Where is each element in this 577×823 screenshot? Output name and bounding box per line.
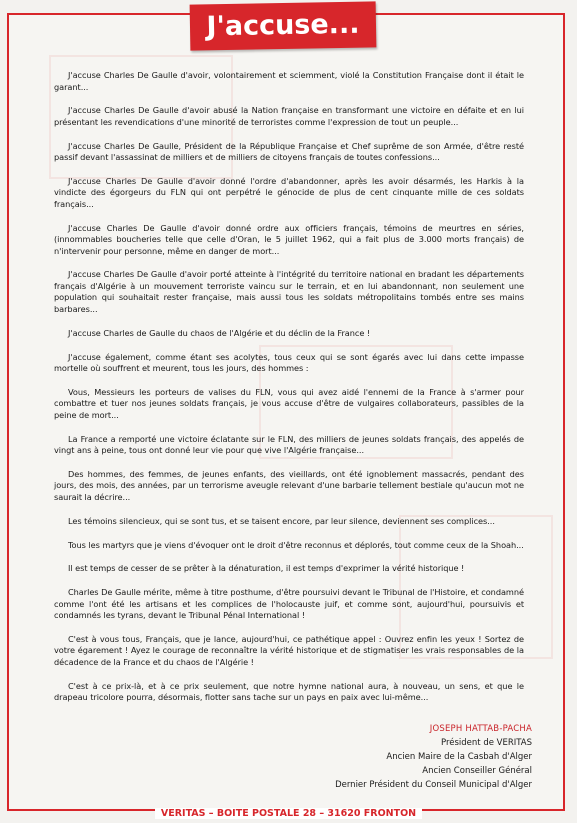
paragraph: J'accuse Charles De Gaulle d'avoir porté atteinte à l'intégrité du territoire national en bradant les départements français d'Algérie à un mouvement terroriste vaincu sur le terrain, et en lui abandonnant, non seulement une population qui souhaitait rester française, mais aussi tous les soldats métropolitains tombés entre ses mains barbares... <box>54 269 524 314</box>
paragraph: J'accuse Charles De Gaulle d'avoir donné ordre aux officiers français, témoins de meurtres en séries, (innommables boucheries telle que celle d'Oran, le 5 juillet 1962, qui a fait plus de 3.000 morts français) de n'intervenir pour personne, même en danger de mort... <box>54 222 524 256</box>
paragraph: J'accuse Charles De Gaulle d'avoir abusé la Nation française en transformant une victoire en défaite et en lui présentant les revendications d'une minorité de terroristes comme l'expression de tout un peuple... <box>54 105 524 127</box>
paragraph: Des hommes, des femmes, de jeunes enfants, des vieillards, ont été ignoblement massacrés, pendant des jours, des mois, des années, par un terrorisme aveugle relevant d'une barbarie tellement bestiale qu'aucun mot ne saurait la décrire... <box>54 468 524 502</box>
signature-title: Président de VERITAS <box>440 738 532 748</box>
paragraph: J'accuse Charles De Gaulle, Président de la République Française et Chef suprême de son Armée, d'être resté passif devant l'assassinat de milliers et de milliers de citoyens français de toutes confessions... <box>54 140 524 163</box>
signature-title: Dernier Président du Conseil Municipal d'Alger <box>335 780 532 790</box>
paragraph: Vous, Messieurs les porteurs de valises du FLN, vous qui avez aidé l'ennemi de la France à s'armer pour combattre et tuer nos jeunes soldats français, je vous accuse d'être de vulgaires collaborateurs, passibles de la peine de mort... <box>54 386 524 420</box>
paragraph: Charles De Gaulle mérite, même à titre posthume, d'être poursuivi devant le Tribunal de l'Histoire, et condamné comme l'ont été les artisans et les complices de l'holocauste juif, et comme sont, aujourd'hui, poursuivis et condamnés les tyrans, devant le Tribunal Pénal International ! <box>54 587 524 621</box>
title-banner: J'accuse... <box>190 1 377 50</box>
letter-body <box>54 70 524 730</box>
signature-title: Ancien Conseiller Général <box>422 766 532 776</box>
paragraph: Tous les martyrs que je viens d'évoquer ont le droit d'être reconnus et déplorés, tout comme ceux de la Shoah... <box>68 539 524 550</box>
paragraph: C'est à ce prix-là, et à ce prix seulement, que notre hymne national aura, à nouveau, un sens, et que le drapeau tricolore pourra, désormais, flotter sans tache sur un pays en paix avec lui-même... <box>54 680 524 703</box>
footer-text: VERITAS – BOITE POSTALE 28 – 31620 FRONTON <box>155 808 422 819</box>
paragraph: J'accuse Charles De Gaulle d'avoir, volontairement et sciemment, violé la Constitution Française dont il était le garant... <box>54 70 524 92</box>
paragraph: J'accuse Charles de Gaulle du chaos de l'Algérie et du déclin de la France ! <box>68 327 371 338</box>
footer-address <box>0 808 577 819</box>
signature-name: JOSEPH HATTAB-PACHA <box>429 724 532 734</box>
paragraph: Les témoins silencieux, qui se sont tus, et se taisent encore, par leur silence, deviennent ses complices... <box>68 515 495 526</box>
paragraph: La France a remporté une victoire éclatante sur le FLN, des milliers de jeunes soldats français, des appelés de vingt ans à peine, tous ont donné leur vie pour que vive l'Algérie française... <box>54 433 524 456</box>
paragraph: Il est temps de cesser de se prêter à la dénaturation, il est temps d'exprimer la vérité historique ! <box>68 563 465 574</box>
paragraph: C'est à vous tous, Français, que je lance, aujourd'hui, ce pathétique appel : Ouvrez enfin les yeux ! Sortez de votre égarement ! Ayez le courage de reconnaître la vérité historique et de stigmatiser les vrais responsables de la décadence de la France et du chaos de l'Algérie ! <box>54 633 524 667</box>
signature-title: Ancien Maire de la Casbah d'Alger <box>386 752 532 762</box>
paragraph: J'accuse également, comme étant ses acolytes, tous ceux qui se sont égarés avec lui dans cette impasse mortelle où souffrent et meurent, tous les jours, des hommes : <box>54 351 524 374</box>
paragraph: J'accuse Charles De Gaulle d'avoir donné l'ordre d'abandonner, après les avoir désarmés, les Harkis à la vindicte des égorgeurs du FLN qui ont perpétré le génocide de plus de cent cinquante mille de ces soldats français... <box>54 175 524 209</box>
signature-block <box>335 722 532 792</box>
